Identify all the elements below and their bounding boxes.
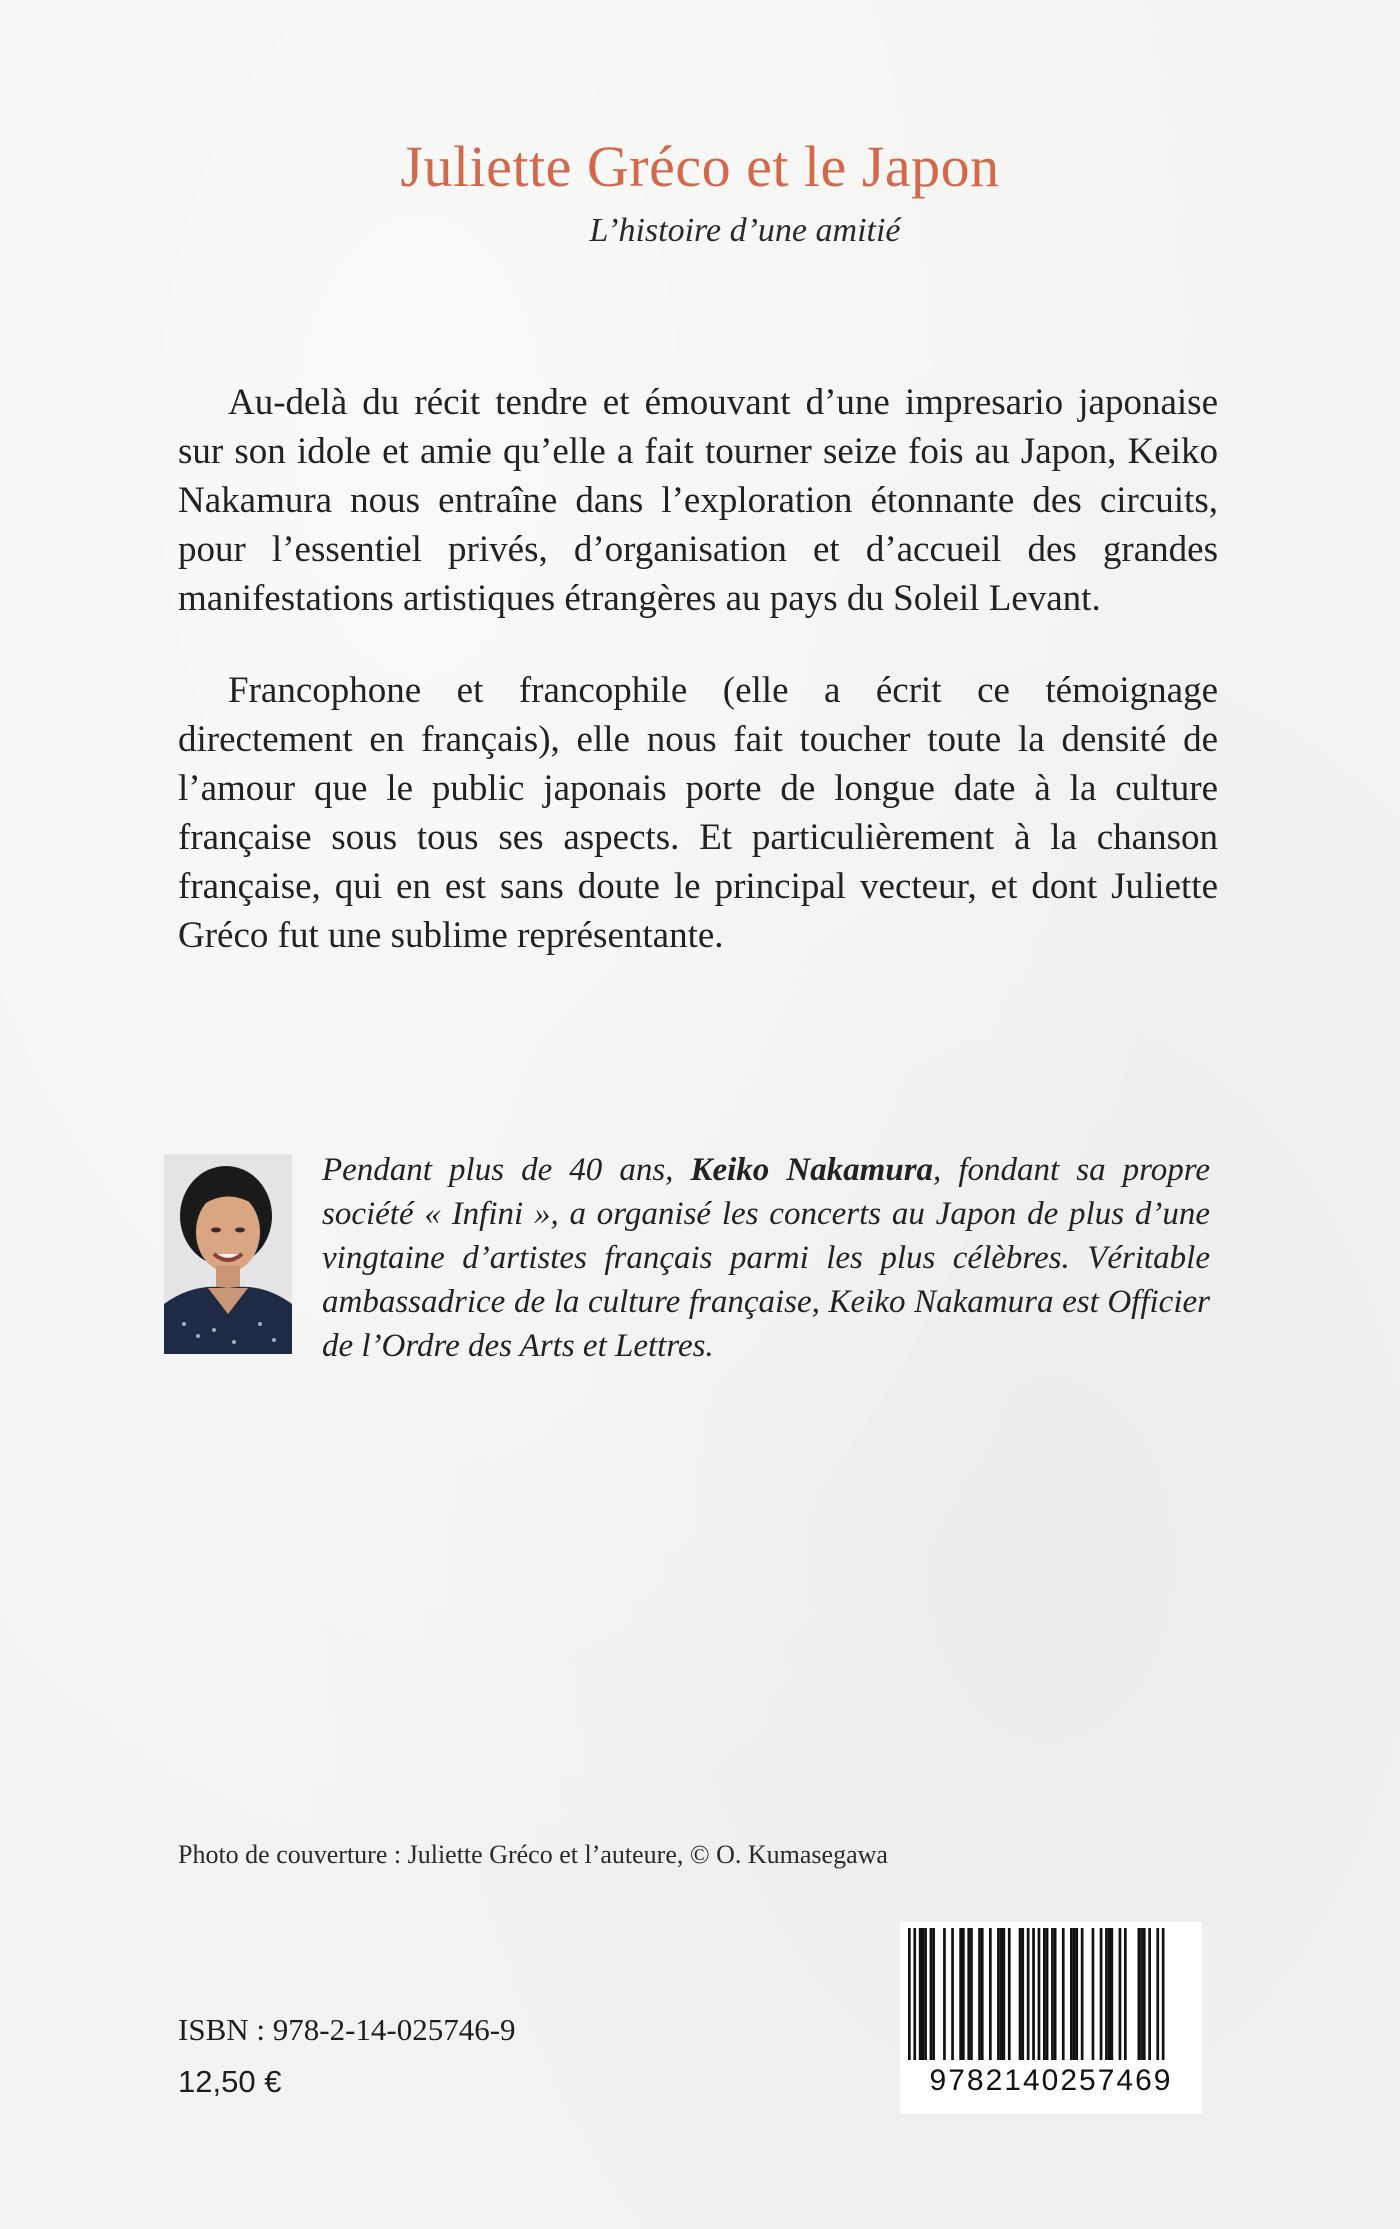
barcode-bar bbox=[1062, 1928, 1065, 2060]
barcode-bar bbox=[951, 1928, 954, 2060]
author-photo bbox=[164, 1154, 292, 1354]
barcode-bars bbox=[900, 1922, 1202, 2062]
barcode-bar bbox=[1008, 1928, 1011, 2060]
barcode-bar bbox=[997, 1928, 1000, 2060]
barcode-bar bbox=[919, 1928, 922, 2060]
barcode-bar bbox=[1019, 1928, 1022, 2060]
barcode-bar bbox=[1138, 1928, 1141, 2060]
barcode bbox=[900, 1922, 1202, 2114]
barcode-bar bbox=[1054, 1928, 1057, 2060]
blurb-paragraph-2: Francophone et francophile (elle a écrit ce témoignage directement en français), elle nous fait toucher toute la densité de l’amour que le public japonais porte de longue date à la culture française sous tous ses aspects. Et particulièrement à la chanson française, qui en est sans doute le principal vecteur, et dont Juliette Gréco fut une sublime représentante. bbox=[178, 670, 1218, 956]
barcode-bar bbox=[959, 1928, 962, 2060]
barcode-bar bbox=[930, 1928, 933, 2060]
barcode-bar bbox=[1148, 1928, 1151, 2060]
author-bio-details: , fondant sa propre société « Infini », a organisé les concerts au Japon de plus d’une vingtaine d’artistes français parmi les plus célèbres. Véritable ambassadrice de la culture française, Keiko Nakamura est Officier de l’Ordre des Arts et Lettres. bbox=[322, 1152, 1210, 1364]
barcode-bar bbox=[922, 1928, 925, 2060]
barcode-bar bbox=[1003, 1928, 1006, 2060]
barcode-bar bbox=[1081, 1928, 1084, 2060]
barcode-bar bbox=[989, 1928, 992, 2060]
barcode-bar bbox=[962, 1928, 965, 2060]
barcode-digits: 9782140257469 bbox=[929, 2064, 1173, 2097]
barcode-bar bbox=[1027, 1928, 1030, 2060]
barcode-bar bbox=[913, 1928, 916, 2060]
barcode-bar bbox=[908, 1928, 911, 2060]
barcode-bar bbox=[1119, 1928, 1122, 2060]
barcode-bar bbox=[1070, 1928, 1073, 2060]
barcode-bar bbox=[1105, 1928, 1108, 2060]
barcode-bar bbox=[1038, 1928, 1041, 2060]
barcode-bar bbox=[970, 1928, 973, 2060]
blurb-paragraph-1: Au-delà du récit tendre et émouvant d’une impresario japonaise sur son idole et amie qu’elle a fait tourner seize fois au Japon, Keiko Nakamura nous entraîne dans l’exploration étonnante des circuits, pour l’essentiel privés, d’organisation et d’accueil des grandes manifestations artistiques étrangères au pays du Soleil Levant. bbox=[178, 382, 1218, 619]
barcode-bar bbox=[1075, 1928, 1078, 2060]
barcode-bar bbox=[1073, 1928, 1076, 2060]
barcode-bar bbox=[1156, 1928, 1159, 2060]
barcode-bar bbox=[1108, 1928, 1111, 2060]
book-title: Juliette Gréco et le Japon bbox=[400, 134, 1000, 199]
author-bio bbox=[322, 1148, 1210, 1368]
barcode-bar bbox=[1124, 1928, 1127, 2060]
barcode-bar bbox=[1021, 1928, 1024, 2060]
barcode-bar bbox=[1092, 1928, 1095, 2060]
barcode-bar bbox=[1162, 1928, 1165, 2060]
barcode-bar bbox=[932, 1928, 935, 2060]
photo-credit: Photo de couverture : Juliette Gréco et l’auteure, © O. Kumasegawa bbox=[178, 1840, 888, 1869]
barcode-bar bbox=[1032, 1928, 1035, 2060]
isbn: ISBN : 978-2-14-025746-9 bbox=[178, 2012, 516, 2047]
barcode-bar bbox=[943, 1928, 946, 2060]
barcode-bar bbox=[1046, 1928, 1049, 2060]
author-name: Keiko Nakamura bbox=[690, 1152, 934, 1188]
barcode-bar bbox=[1051, 1928, 1054, 2060]
barcode-bar bbox=[1043, 1928, 1046, 2060]
barcode-bar bbox=[924, 1928, 927, 2060]
barcode-bar bbox=[967, 1928, 970, 2060]
barcode-bar bbox=[1143, 1928, 1146, 2060]
barcode-bar bbox=[978, 1928, 981, 2060]
barcode-bar bbox=[1100, 1928, 1103, 2060]
book-subtitle: L’histoire d’une amitié bbox=[589, 212, 901, 249]
barcode-bar bbox=[1140, 1928, 1143, 2060]
barcode-bar bbox=[1000, 1928, 1003, 2060]
author-bio-intro: Pendant plus de 40 ans, bbox=[322, 1152, 691, 1188]
price: 12,50 € bbox=[178, 2064, 282, 2099]
barcode-bar bbox=[1111, 1928, 1114, 2060]
barcode-bar bbox=[981, 1928, 984, 2060]
